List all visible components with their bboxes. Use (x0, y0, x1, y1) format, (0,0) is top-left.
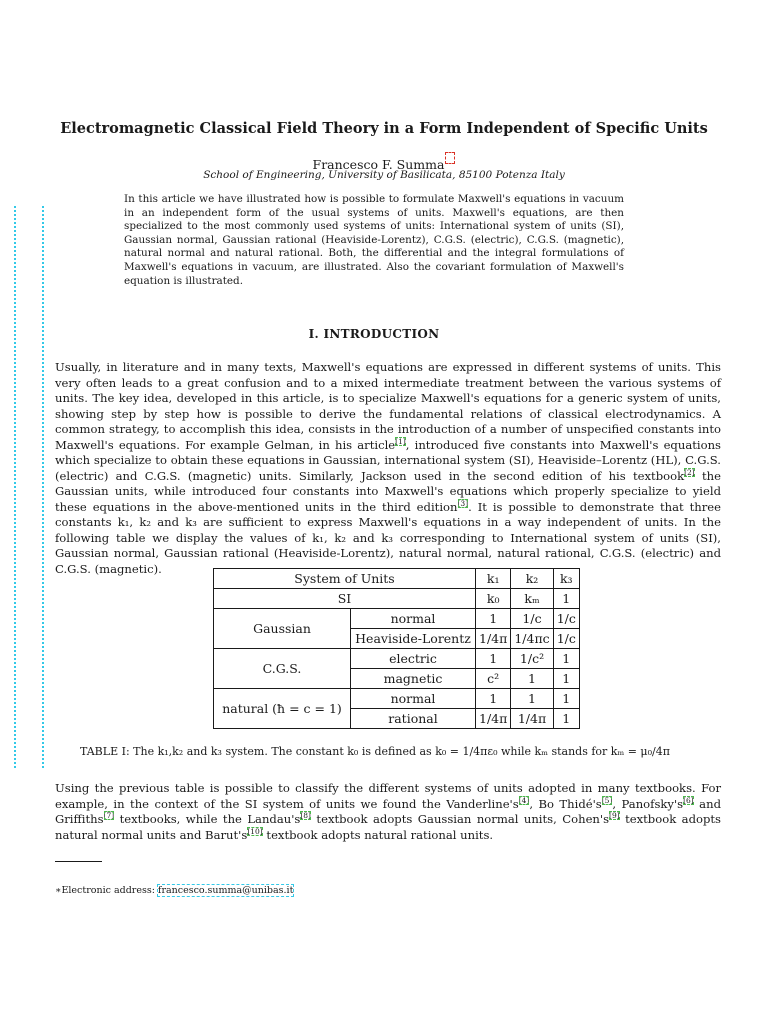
table-cell: 1 (476, 609, 511, 629)
table-row (214, 689, 580, 709)
table-cell: 1 (553, 669, 579, 689)
citation-link[interactable]: [4] (518, 795, 530, 805)
table-cell: k₀ (476, 589, 511, 609)
table-row (214, 589, 580, 609)
table-cell: Heaviside-Lorentz (351, 629, 476, 649)
table-cell: 1/4πc (511, 629, 553, 649)
table-cell: rational (351, 709, 476, 729)
table-row (214, 649, 580, 669)
citation-link[interactable]: [7] (103, 811, 115, 821)
table-header-cell: System of Units (214, 569, 476, 589)
table-cell: 1 (511, 669, 553, 689)
table-header-cell: k₁ (476, 569, 511, 589)
table-header-cell: k₂ (511, 569, 553, 589)
table-group-cell: natural (ħ = c = 1) (214, 689, 351, 729)
paper-title: Electromagnetic Classical Field Theory in a Form Independent of Specific Units (60, 120, 708, 137)
table-cell: electric (351, 649, 476, 669)
units-table (213, 568, 580, 729)
footnote-rule (55, 861, 102, 862)
abstract: In this article we have illustrated how is possible to formulate Maxwell's equations in vacuum in an independent form of the usual systems of units. Maxwell's equations, are then specialized to the most commonly used systems of units: International system of units (SI), Gaussian normal, Gaussian rational (Heaviside-Lorentz), C.G.S. (electric), C.G.S. (magnetic), natural normal and natural rational. Both, the differential and the integral formulations of Maxwell's equations in vacuum, are illustrated. Also the covariant formulation of Maxwell's equation is illustrated. (124, 193, 624, 287)
table-cell: normal (351, 609, 476, 629)
section-heading: I. INTRODUCTION (308, 327, 440, 341)
table-group-cell: C.G.S. (214, 649, 351, 689)
table-cell: 1 (553, 649, 579, 669)
table-cell: 1/c² (511, 649, 553, 669)
table-cell: 1/4π (476, 709, 511, 729)
table-cell: normal (351, 689, 476, 709)
author-footnote-link[interactable] (445, 152, 455, 164)
table-cell: 1 (476, 649, 511, 669)
table-cell: 1 (553, 589, 579, 609)
footnote-label: ∗Electronic address: (55, 885, 158, 896)
margin-annotation-marker (14, 206, 44, 768)
citation-link[interactable]: [8] (300, 811, 311, 821)
classification-paragraph: Using the previous table is possible to classify the different systems of units adopted in many textbooks. For example, in the context of the SI system of units we found the Vanderline's[4], Bo Thidé's[5], Panofsky's[6] and Griffiths[7] textbooks, while the Landau's[8] textbook adopts Gaussian normal units, Cohen's[9] textbook adopts natural normal units and Barut's[10] textbook adopts natural rational units. (55, 781, 722, 842)
table-cell: 1 (553, 709, 579, 729)
table-header-row (214, 569, 580, 589)
affiliation: School of Engineering, University of Basilicata, 85100 Potenza Italy (203, 169, 565, 181)
intro-paragraph: Usually, in literature and in many texts, Maxwell's equations are expressed in different systems of units. This very often leads to a great confusion and to a mixed intermediate treatment between the various systems of units. The key idea, developed in this article, is to specialize Maxwell's equations for a generic system of units, showing step by step how is possible to derive the fundamental relations of classical electrodynamics. A common strategy, to accomplish this idea, consists in the introduction of a number of unspecified constants into Maxwell's equations. For example Gelman, in his article[1], introduced five constants into Maxwell's equations which specialize to obtain these equations in Gaussian, international system (SI), Heaviside–Lorentz (HL), C.G.S. (electric) and C.G.S. (magnetic) units. Similarly, Jackson used in the second edition of his textbook[2] the Gaussian units, while introduced four constants into Maxwell's equations which properly specialize to yield these equations in the above-mentioned units in the third edition[3]. It is possible to demonstrate that three constants k₁, k₂ and k₃ are sufficient to express Maxwell's equations in a way independent of units. In the following table we display the values of k₁, k₂ and k₃ corresponding to International system of units (SI), Gaussian normal, Gaussian rational (Heaviside-Lorentz), natural normal, natural rational, C.G.S. (electric) and C.G.S. (magnetic). (55, 360, 721, 576)
citation-link[interactable]: [6] (683, 795, 694, 805)
citation-link[interactable]: [10] (247, 826, 263, 836)
table-caption: TABLE I: The k₁,k₂ and k₃ system. The constant k₀ is defined as k₀ = 1/4πε₀ while kₘ stands for kₘ = μ₀/4π (80, 745, 670, 758)
table-cell: c² (476, 669, 511, 689)
citation-link[interactable]: [3] (457, 498, 469, 508)
table-cell: 1 (511, 689, 553, 709)
citation-link[interactable]: [2] (684, 467, 695, 477)
table-cell: 1/c (553, 609, 579, 629)
author-name: Francesco F. Summa (312, 157, 445, 173)
table-cell: 1/4π (511, 709, 553, 729)
table-cell: 1 (553, 689, 579, 709)
table-group-cell: Gaussian (214, 609, 351, 649)
table-cell: 1/c (511, 609, 553, 629)
table-cell: SI (214, 589, 476, 609)
citation-link[interactable]: [1] (395, 436, 406, 446)
table-cell: 1 (476, 689, 511, 709)
table-header-cell: k₃ (553, 569, 579, 589)
table-cell: kₘ (511, 589, 553, 609)
citation-link[interactable]: [5] (601, 795, 613, 805)
table-cell: 1/4π (476, 629, 511, 649)
email-link[interactable]: francesco.summa@unibas.it (157, 885, 294, 896)
citation-link[interactable]: [9] (609, 811, 620, 821)
table-cell: 1/c (553, 629, 579, 649)
footnote (55, 884, 293, 897)
table-cell: magnetic (351, 669, 476, 689)
table-row (214, 609, 580, 629)
